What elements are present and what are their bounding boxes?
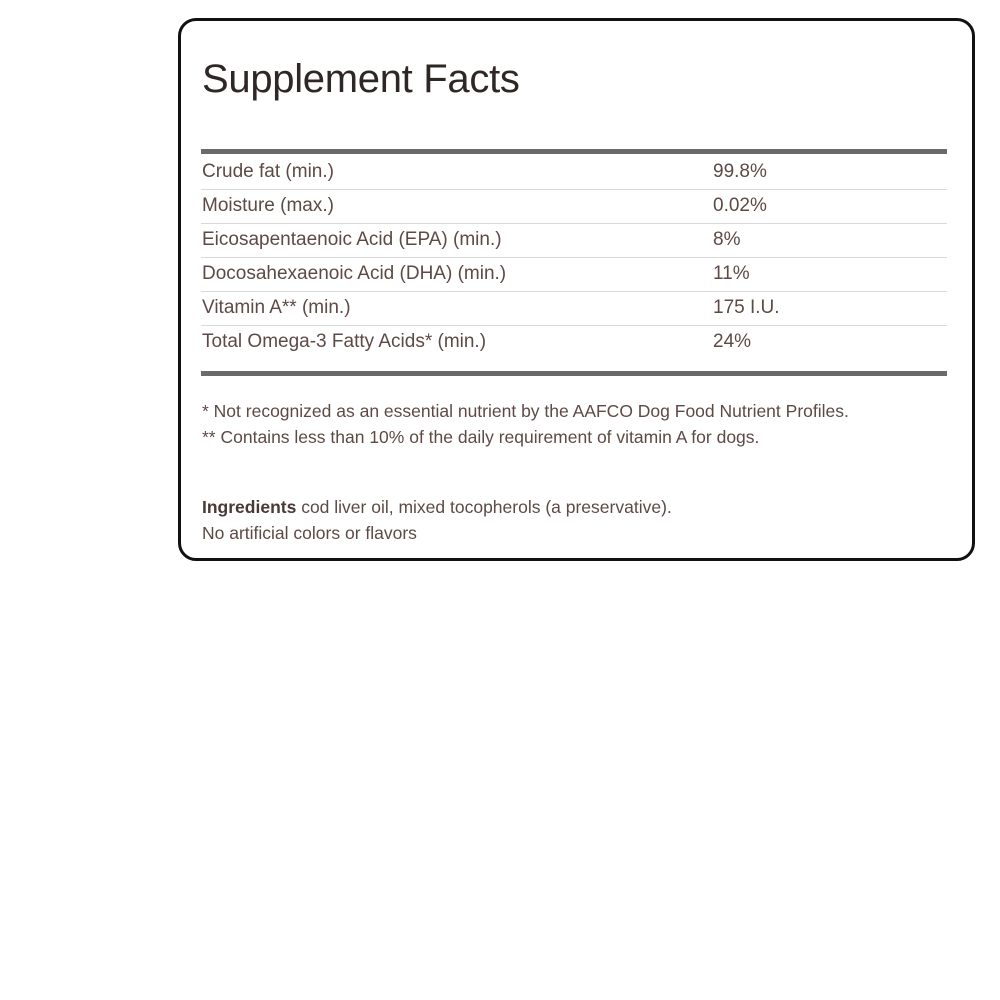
nutrient-name: Eicosapentaenoic Acid (EPA) (min.) (201, 223, 712, 257)
footnote-double-asterisk: ** Contains less than 10% of the daily requirement of vitamin A for dogs. (202, 427, 760, 447)
table-row (201, 291, 947, 325)
table-row (201, 223, 947, 257)
ingredients-label: Ingredients (202, 497, 297, 517)
ingredients-line (202, 494, 942, 520)
ingredients-section (202, 494, 942, 546)
footnotes (202, 398, 922, 450)
ingredients-text: cod liver oil, mixed tocopherols (a preservative). (296, 497, 672, 517)
nutrient-value: 24% (713, 331, 752, 353)
table-row (201, 189, 947, 223)
panel-title: Supplement Facts (202, 57, 520, 101)
nutrient-value: 11% (712, 257, 947, 291)
nutrient-name: Docosahexaenoic Acid (DHA) (min.) (201, 257, 712, 291)
nutrient-name: Vitamin A** (min.) (201, 291, 712, 325)
nutrient-value: 8% (712, 223, 947, 257)
no-artificial-note: No artificial colors or flavors (202, 523, 417, 543)
nutrient-name: Moisture (max.) (201, 189, 712, 223)
bottom-divider (201, 371, 947, 376)
supplement-facts-panel (178, 18, 975, 561)
nutrient-value: 0.02% (712, 189, 947, 223)
nutrient-value: 99.8% (712, 155, 947, 189)
nutrient-name: Crude fat (min.) (201, 155, 712, 189)
top-divider (201, 149, 947, 154)
footnote-single-asterisk: * Not recognized as an essential nutrient by the AAFCO Dog Food Nutrient Profiles. (202, 401, 849, 421)
table-row (201, 155, 947, 189)
table-row (201, 257, 947, 291)
table-row (201, 325, 947, 359)
facts-table (201, 155, 947, 359)
nutrient-value: 175 I.U. (712, 291, 947, 325)
nutrient-name: Total Omega-3 Fatty Acids* (min.) (202, 331, 487, 353)
